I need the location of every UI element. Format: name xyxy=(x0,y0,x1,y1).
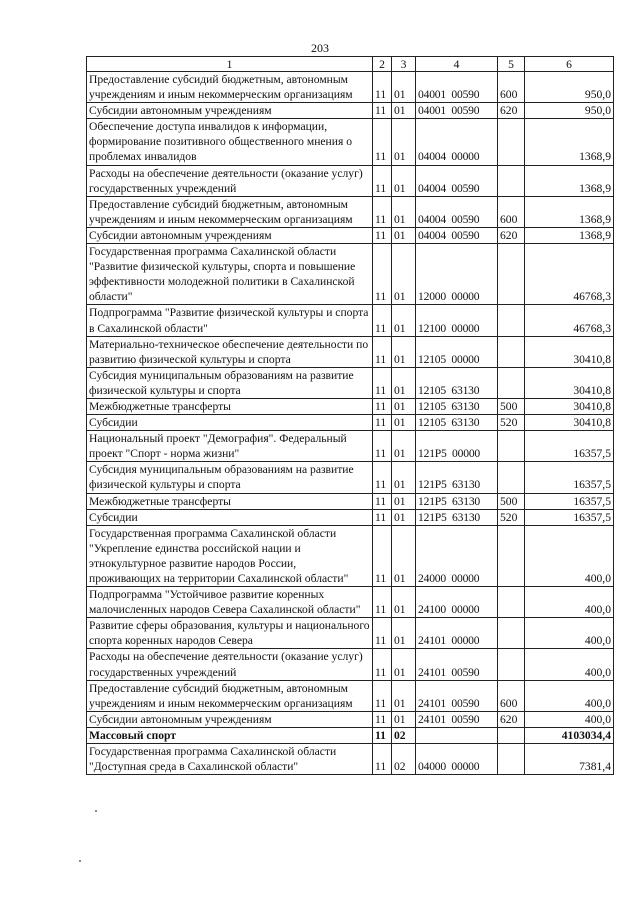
table-row xyxy=(87,587,614,618)
table-row xyxy=(87,367,614,398)
table-row xyxy=(87,493,614,509)
row-target-code: 24101 00000 xyxy=(416,618,498,649)
row-amount: 30410,8 xyxy=(525,415,614,431)
table-row xyxy=(87,711,614,727)
row-label: Предоставление субсидий бюджетным, автономным учреждениям и иным некоммерческим организациям xyxy=(87,72,373,103)
row-target-code: 04001 00590 xyxy=(416,72,498,103)
row-amount: 46768,3 xyxy=(525,244,614,305)
row-target-code: 04000 00000 xyxy=(416,744,498,775)
row-expense-type xyxy=(498,244,525,305)
row-section: 11 xyxy=(373,509,392,525)
row-expense-type: 600 xyxy=(498,72,525,103)
row-section: 11 xyxy=(373,119,392,165)
row-expense-type xyxy=(498,618,525,649)
row-subsection: 01 xyxy=(392,103,416,119)
row-expense-type xyxy=(498,744,525,775)
row-subsection: 01 xyxy=(392,711,416,727)
row-subsection: 01 xyxy=(392,618,416,649)
table-row xyxy=(87,415,614,431)
row-section: 11 xyxy=(373,72,392,103)
row-subsection: 01 xyxy=(392,119,416,165)
row-label: Подпрограмма "Развитие физической культуры и спорта в Сахалинской области" xyxy=(87,305,373,336)
row-label: Предоставление субсидий бюджетным, автономным учреждениям и иным некоммерческим организациям xyxy=(87,680,373,711)
row-label: Государственная программа Сахалинской области "Развитие физической культуры, спорта и повышение эффективности молодежной политики в Сахалинской области" xyxy=(87,244,373,305)
row-label: Субсидии автономным учреждениям xyxy=(87,711,373,727)
row-section: 11 xyxy=(373,711,392,727)
row-target-code: 24101 00590 xyxy=(416,680,498,711)
row-subsection: 01 xyxy=(392,336,416,367)
row-label: Субсидия муниципальным образованиям на развитие физической культуры и спорта xyxy=(87,462,373,493)
row-expense-type: 520 xyxy=(498,415,525,431)
row-amount: 400,0 xyxy=(525,618,614,649)
row-subsection: 02 xyxy=(392,727,416,743)
row-expense-type xyxy=(498,336,525,367)
row-subsection: 01 xyxy=(392,680,416,711)
table-row xyxy=(87,649,614,680)
row-label: Массовый спорт xyxy=(87,727,373,743)
row-amount: 1368,9 xyxy=(525,165,614,196)
row-expense-type xyxy=(498,525,525,586)
row-target-code: 121P5 63130 xyxy=(416,509,498,525)
row-amount: 400,0 xyxy=(525,525,614,586)
row-label: Субсидии автономным учреждениям xyxy=(87,227,373,243)
table-row xyxy=(87,525,614,586)
row-label: Обеспечение доступа инвалидов к информации, формирование позитивного общественного мнения о проблемах инвалидов xyxy=(87,119,373,165)
row-amount: 46768,3 xyxy=(525,305,614,336)
row-section: 11 xyxy=(373,398,392,414)
row-target-code: 04004 00000 xyxy=(416,119,498,165)
row-target-code: 12105 63130 xyxy=(416,398,498,414)
row-subsection: 01 xyxy=(392,398,416,414)
row-section: 11 xyxy=(373,165,392,196)
row-label: Предоставление субсидий бюджетным, автономным учреждениям и иным некоммерческим организациям xyxy=(87,196,373,227)
table-row xyxy=(87,680,614,711)
table-row xyxy=(87,398,614,414)
row-expense-type xyxy=(498,649,525,680)
row-subsection: 01 xyxy=(392,227,416,243)
row-section: 11 xyxy=(373,618,392,649)
row-subsection: 01 xyxy=(392,431,416,462)
row-amount: 950,0 xyxy=(525,72,614,103)
table-row xyxy=(87,336,614,367)
table-row xyxy=(87,119,614,165)
table-body xyxy=(87,72,614,775)
row-expense-type xyxy=(498,119,525,165)
row-target-code: 04001 00590 xyxy=(416,103,498,119)
row-target-code: 24101 00590 xyxy=(416,711,498,727)
table-row xyxy=(87,244,614,305)
row-amount: 1368,9 xyxy=(525,196,614,227)
row-target-code: 121P5 63130 xyxy=(416,493,498,509)
row-expense-type: 600 xyxy=(498,196,525,227)
row-amount: 1368,9 xyxy=(525,227,614,243)
row-expense-type xyxy=(498,305,525,336)
row-subsection: 01 xyxy=(392,509,416,525)
row-section: 11 xyxy=(373,493,392,509)
row-target-code: 121P5 00000 xyxy=(416,431,498,462)
row-label: Материально-техническое обеспечение деятельности по развитию физической культуры и спорта xyxy=(87,336,373,367)
row-subsection: 01 xyxy=(392,244,416,305)
row-subsection: 01 xyxy=(392,587,416,618)
table-row xyxy=(87,618,614,649)
row-section: 11 xyxy=(373,227,392,243)
row-amount: 16357,5 xyxy=(525,509,614,525)
row-section: 11 xyxy=(373,680,392,711)
row-expense-type xyxy=(498,587,525,618)
row-subsection: 01 xyxy=(392,415,416,431)
row-label: Межбюджетные трансферты xyxy=(87,493,373,509)
row-target-code xyxy=(416,727,498,743)
scan-speck xyxy=(79,860,81,862)
row-target-code: 24100 00000 xyxy=(416,587,498,618)
row-section: 11 xyxy=(373,244,392,305)
row-amount: 16357,5 xyxy=(525,431,614,462)
row-label: Государственная программа Сахалинской области "Доступная среда в Сахалинской области" xyxy=(87,744,373,775)
row-label: Национальный проект "Демография". Федеральный проект "Спорт - норма жизни" xyxy=(87,431,373,462)
scan-speck xyxy=(95,810,97,812)
row-target-code: 04004 00590 xyxy=(416,227,498,243)
row-amount: 7381,4 xyxy=(525,744,614,775)
row-subsection: 01 xyxy=(392,196,416,227)
table-row xyxy=(87,727,614,743)
row-subsection: 01 xyxy=(392,72,416,103)
row-expense-type: 620 xyxy=(498,103,525,119)
row-label: Межбюджетные трансферты xyxy=(87,398,373,414)
row-label: Субсидии xyxy=(87,415,373,431)
row-amount: 1368,9 xyxy=(525,119,614,165)
row-subsection: 01 xyxy=(392,649,416,680)
row-expense-type xyxy=(498,431,525,462)
row-target-code: 12105 63130 xyxy=(416,415,498,431)
row-section: 11 xyxy=(373,462,392,493)
row-target-code: 12100 00000 xyxy=(416,305,498,336)
table-row xyxy=(87,509,614,525)
row-target-code: 04004 00590 xyxy=(416,196,498,227)
row-label: Государственная программа Сахалинской области "Укрепление единства российской нации и этнокультурное развитие народов России, проживающих на территории Сахалинской области" xyxy=(87,525,373,586)
row-section: 11 xyxy=(373,649,392,680)
row-amount: 400,0 xyxy=(525,711,614,727)
header-col-3: 3 xyxy=(392,57,416,72)
table-row xyxy=(87,72,614,103)
row-expense-type xyxy=(498,727,525,743)
row-subsection: 02 xyxy=(392,744,416,775)
table-row xyxy=(87,196,614,227)
header-col-6: 6 xyxy=(525,57,614,72)
row-section: 11 xyxy=(373,431,392,462)
row-target-code: 04004 00590 xyxy=(416,165,498,196)
row-label: Развитие сферы образования, культуры и национального спорта коренных народов Севера xyxy=(87,618,373,649)
row-expense-type: 520 xyxy=(498,509,525,525)
row-amount: 30410,8 xyxy=(525,336,614,367)
row-expense-type xyxy=(498,462,525,493)
row-target-code: 24000 00000 xyxy=(416,525,498,586)
row-label: Субсидии автономным учреждениям xyxy=(87,103,373,119)
row-subsection: 01 xyxy=(392,525,416,586)
row-amount: 16357,5 xyxy=(525,493,614,509)
row-expense-type xyxy=(498,165,525,196)
row-label: Субсидия муниципальным образованиям на развитие физической культуры и спорта xyxy=(87,367,373,398)
row-label: Расходы на обеспечение деятельности (оказание услуг) государственных учреждений xyxy=(87,649,373,680)
row-amount: 30410,8 xyxy=(525,398,614,414)
row-section: 11 xyxy=(373,727,392,743)
row-amount: 4103034,4 xyxy=(525,727,614,743)
header-col-1: 1 xyxy=(87,57,373,72)
table-row xyxy=(87,462,614,493)
row-subsection: 01 xyxy=(392,493,416,509)
row-target-code: 12105 00000 xyxy=(416,336,498,367)
row-section: 11 xyxy=(373,103,392,119)
row-target-code: 12105 63130 xyxy=(416,367,498,398)
header-col-2: 2 xyxy=(373,57,392,72)
row-section: 11 xyxy=(373,415,392,431)
row-amount: 400,0 xyxy=(525,587,614,618)
row-subsection: 01 xyxy=(392,165,416,196)
row-expense-type: 500 xyxy=(498,398,525,414)
row-expense-type: 620 xyxy=(498,711,525,727)
row-section: 11 xyxy=(373,305,392,336)
row-label: Расходы на обеспечение деятельности (оказание услуг) государственных учреждений xyxy=(87,165,373,196)
header-col-4: 4 xyxy=(416,57,498,72)
row-label: Субсидии xyxy=(87,509,373,525)
table-header-row xyxy=(87,57,614,72)
table-row xyxy=(87,165,614,196)
row-section: 11 xyxy=(373,196,392,227)
row-amount: 30410,8 xyxy=(525,367,614,398)
row-target-code: 12000 00000 xyxy=(416,244,498,305)
row-expense-type: 500 xyxy=(498,493,525,509)
row-amount: 400,0 xyxy=(525,680,614,711)
table-row xyxy=(87,103,614,119)
row-subsection: 01 xyxy=(392,367,416,398)
row-expense-type xyxy=(498,367,525,398)
row-label: Подпрограмма "Устойчивое развитие коренных малочисленных народов Севера Сахалинской области" xyxy=(87,587,373,618)
row-section: 11 xyxy=(373,744,392,775)
row-target-code: 24101 00590 xyxy=(416,649,498,680)
header-col-5: 5 xyxy=(498,57,525,72)
budget-table xyxy=(86,56,614,775)
row-subsection: 01 xyxy=(392,305,416,336)
row-section: 11 xyxy=(373,336,392,367)
row-amount: 950,0 xyxy=(525,103,614,119)
table-row xyxy=(87,431,614,462)
row-target-code: 121P5 63130 xyxy=(416,462,498,493)
row-expense-type: 600 xyxy=(498,680,525,711)
row-section: 11 xyxy=(373,367,392,398)
row-subsection: 01 xyxy=(392,462,416,493)
row-amount: 16357,5 xyxy=(525,462,614,493)
table-row xyxy=(87,227,614,243)
row-expense-type: 620 xyxy=(498,227,525,243)
row-section: 11 xyxy=(373,525,392,586)
row-amount: 400,0 xyxy=(525,649,614,680)
table-row xyxy=(87,744,614,775)
row-section: 11 xyxy=(373,587,392,618)
table-row xyxy=(87,305,614,336)
page-number: 203 xyxy=(311,41,329,55)
